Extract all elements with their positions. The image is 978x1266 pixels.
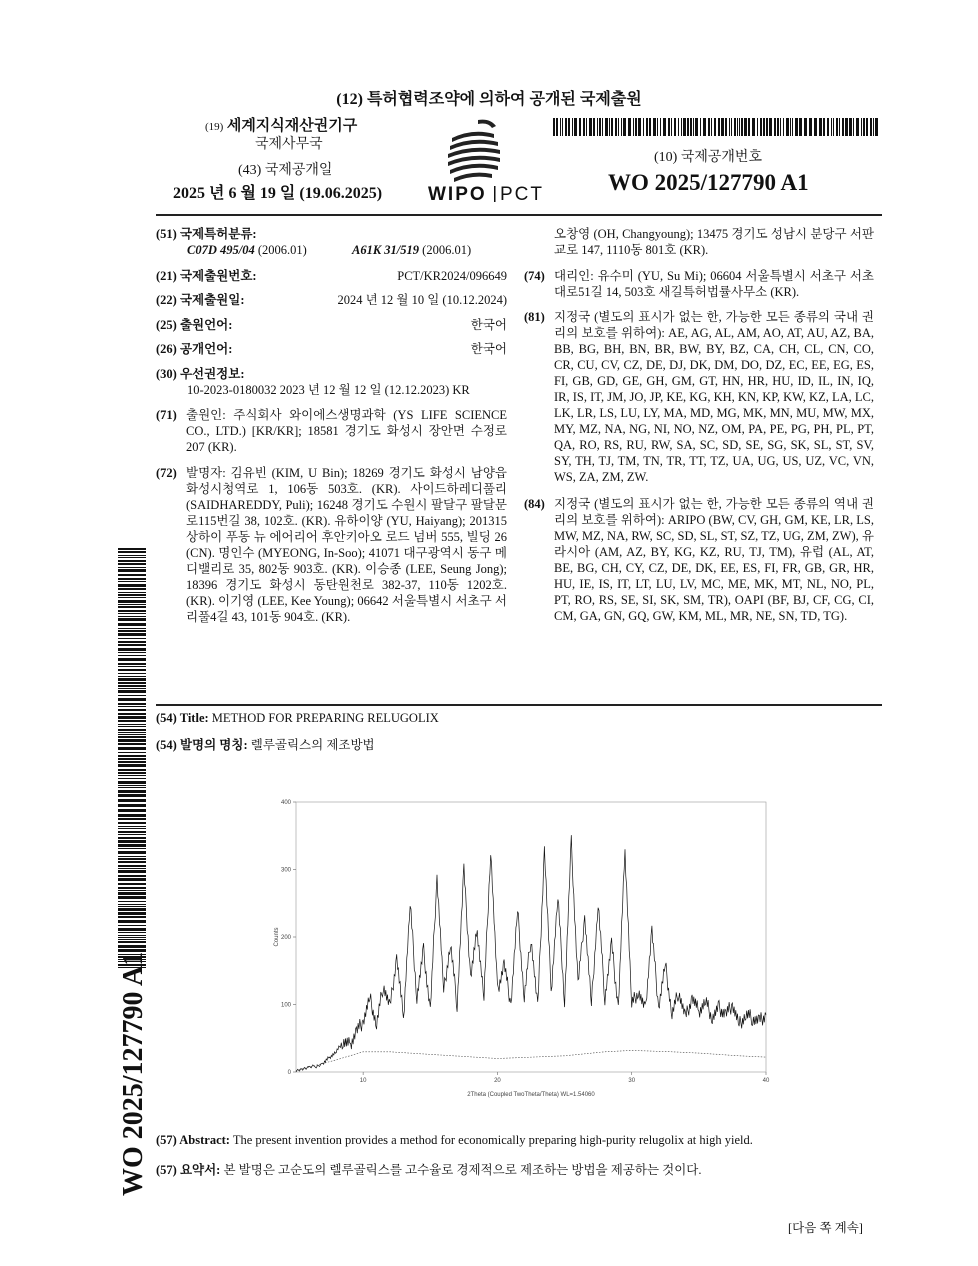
barcode-bar [118, 840, 146, 843]
field-84: (84) 지정국 (별도의 표시가 없는 한, 가능한 모든 종류의 역내 권리의 보호를 위하여): ARIPO (BW, CV, GH, GM, KE, LR, LS, MW, MZ, NA, RW, SC, SD, SL, ST, SZ, TZ, UG, ZM, ZW), 유라시아 (AM, AZ, BY, KG, KZ, RU, TJ, TM), 유럽 (AL, AT, BE, BG, CH, CY, CZ, DE, DK, EE, ES, FI, FR, GB, GR, HR, HU, IE, IS, IT, LT, LU, LV, MC, ME, MK, MT, NL, NO, PL, PT, RO, RS, SE, SI, SK, SM, TR), OAPI (BF, BJ, CF, CG, CI, CM, GA, GN, GQ, GW, KM, ML, MR, NE, SN, TD, TG). [524, 497, 874, 623]
barcode-bar [118, 594, 146, 596]
abstract-ko: (57) 요약서: 본 발명은 고순도의 렐루골릭스를 고수율로 경제적으로 제조하는 방법을 제공하는 것이다. [156, 1163, 702, 1177]
barcode-bar [777, 118, 779, 136]
barcode-bar [633, 118, 634, 136]
barcode-bar [721, 118, 724, 136]
barcode-bar [118, 787, 146, 788]
barcode-bar [593, 118, 595, 136]
barcode-bar [643, 118, 644, 136]
barcode-bar [708, 118, 710, 136]
barcode-bar [118, 690, 146, 693]
barcode-bar [118, 941, 146, 943]
x-tick-label: 30 [628, 1078, 636, 1084]
field-51-label: (51) 국제특허분류: [156, 227, 257, 241]
barcode-bar [729, 118, 730, 136]
barcode-bar [657, 118, 658, 136]
x-tick-label: 20 [494, 1078, 501, 1084]
left-column [156, 226, 507, 258]
x-tick-label: 10 [359, 1078, 367, 1084]
ipc-2: A61K 31/519 (2006.01) [352, 243, 472, 257]
top-barcode [553, 118, 879, 136]
barcode-bar [118, 901, 146, 902]
barcode-bar [118, 616, 146, 617]
barcode-bar [690, 118, 692, 136]
barcode-bar [118, 945, 146, 948]
barcode-bar [118, 729, 146, 731]
barcode-bar [623, 118, 626, 136]
barcode-bar [118, 709, 146, 711]
barcode-bar [839, 118, 840, 136]
barcode-bar [780, 118, 781, 136]
field-21: (21) 국제출원번호: PCT/KR2024/096649 [156, 269, 507, 283]
barcode-bar [118, 652, 146, 653]
pct-text: PCT [500, 184, 544, 204]
barcode-bar [856, 118, 859, 136]
barcode-bar [605, 118, 608, 136]
barcode-bar [118, 883, 146, 885]
field-25: (25) 출원언어: 한국어 [156, 318, 507, 332]
barcode-bar [118, 669, 146, 671]
barcode-bar [118, 597, 146, 598]
barcode-bar [118, 890, 146, 891]
barcode-bar [118, 581, 146, 582]
barcode-bar [597, 118, 598, 136]
diffraction-pattern-line [296, 835, 766, 1072]
barcode-bar [752, 118, 755, 136]
barcode-bar [827, 118, 829, 136]
barcode-bar [118, 623, 146, 626]
barcode-bar [718, 118, 720, 136]
inventor-continued: 오창영 (OH, Changyoung); 13475 경기도 성남시 분당구 서판교로 147, 1110동 801호 (KR). [554, 227, 874, 257]
x-axis-label: 2Theta (Coupled TwoTheta/Theta) WL=1.54060 [467, 1092, 595, 1098]
barcode-bar [714, 118, 716, 136]
barcode-bar [842, 118, 844, 136]
barcode-bar [118, 932, 146, 933]
barcode-bar [118, 790, 146, 793]
barcode-bar [118, 908, 146, 911]
barcode-bar [118, 736, 146, 738]
barcode-bar [118, 713, 146, 715]
barcode-bar [118, 912, 146, 915]
barcode-bar [118, 755, 146, 757]
barcode-bar [118, 814, 146, 817]
barcode-bar [653, 118, 656, 136]
barcode-bar [118, 563, 146, 565]
barcode-bar [118, 809, 146, 812]
wipo-logo-icon [428, 112, 568, 204]
barcode-bar [731, 118, 732, 136]
barcode-bar [663, 118, 666, 136]
barcode-bar [118, 578, 146, 580]
barcode-bar [118, 610, 146, 612]
barcode-bar [118, 858, 146, 860]
barcode-bar [118, 747, 146, 750]
barcode-bar [118, 688, 146, 689]
barcode-bar [693, 118, 694, 136]
barcode-bar [572, 118, 573, 136]
barcode-bar [562, 118, 563, 136]
barcode-bar [118, 655, 146, 656]
barcode-bar [118, 834, 146, 835]
barcode-bar [118, 606, 146, 608]
barcode-bar [118, 758, 146, 760]
barcode-bar [861, 118, 862, 136]
barcode-bar [783, 118, 784, 136]
barcode-bar [849, 118, 852, 136]
barcode-bar [118, 937, 146, 938]
barcode-bar [589, 118, 592, 136]
barcode-bar [118, 851, 146, 854]
doc-type-text: (12) 특허협력조약에 의하여 공개된 국제출원 [336, 91, 642, 108]
barcode-bar [579, 118, 581, 136]
barcode-bar [118, 778, 146, 779]
barcode-bar [118, 764, 146, 767]
x-tick-label: 40 [762, 1078, 770, 1084]
y-tick-label: 300 [280, 867, 291, 874]
ipc-1: C07D 495/04 (2006.01) [187, 243, 307, 257]
wipo-text: WIPO [428, 184, 487, 204]
barcode-bar [638, 118, 641, 136]
barcode-bar [118, 676, 146, 677]
barcode-bar [118, 785, 146, 786]
abstract-en: (57) Abstract: The present invention provides a method for economically preparing high-purity relugolix at high yield. [156, 1133, 753, 1147]
barcode-bar [118, 925, 146, 926]
barcode-bar [118, 828, 146, 829]
barcode-bar [574, 118, 577, 136]
barcode-bar [118, 904, 146, 905]
barcode-bar [118, 868, 146, 869]
barcode-bar [118, 743, 146, 745]
org-name: 세계지식재산권기구 [226, 118, 358, 134]
barcode-bar [118, 939, 146, 940]
barcode-bar [118, 856, 146, 857]
barcode-bar [118, 557, 146, 558]
org-sub: 국제사무국 [255, 137, 323, 152]
barcode-bar [769, 118, 772, 136]
barcode-bar [118, 658, 146, 661]
pub-date-label: (43) 국제공개일 [238, 163, 333, 178]
barcode-bar [711, 118, 712, 136]
barcode-bar [556, 118, 558, 136]
header-divider [156, 214, 882, 216]
barcode-bar [118, 666, 146, 667]
barcode-bar [649, 118, 651, 136]
barcode-bar [118, 804, 146, 807]
barcode-bar [734, 118, 736, 136]
field-30: (30) 우선권정보: 10-2023-0180032 2023 년 12 월 12 일 (12.12.2023) KR [156, 367, 470, 397]
barcode-bar [621, 118, 622, 136]
barcode-bar [118, 887, 146, 889]
barcode-bar [703, 118, 706, 136]
barcode-bar [118, 703, 146, 705]
barcode-bar [118, 831, 146, 833]
barcode-bar [870, 118, 872, 136]
barcode-bar [660, 118, 661, 136]
barcode-bar [118, 818, 146, 820]
barcode-bar [646, 118, 648, 136]
barcode-bar [118, 682, 146, 684]
barcode-bar [118, 641, 146, 643]
barcode-bar [118, 555, 146, 556]
barcode-bar [118, 875, 146, 877]
barcode-bar [118, 844, 146, 847]
barcode-bar [831, 118, 832, 136]
barcode-bar [118, 861, 146, 863]
barcode-bar [118, 644, 146, 646]
barcode-bar [118, 628, 146, 629]
pub-no-label: (10) 국제공개번호 [654, 150, 762, 165]
barcode-bar [560, 118, 561, 136]
barcode-bar [118, 600, 146, 603]
barcode-bar [118, 567, 146, 568]
barcode-bar [118, 772, 146, 774]
barcode-bar [687, 118, 689, 136]
barcode-bar [748, 118, 750, 136]
barcode-bar [118, 560, 146, 562]
barcode-bar [836, 118, 838, 136]
barcode-bar [118, 584, 146, 587]
barcode-bar [863, 118, 865, 136]
barcode-bar [586, 118, 587, 136]
barcode-bar [118, 837, 146, 839]
barcode-bar [118, 739, 146, 742]
barcode-bar [853, 118, 854, 136]
field-22: (22) 국제출원일: 2024 년 12 월 10 일 (10.12.2024) [156, 293, 507, 307]
document-type-title [0, 86, 978, 109]
barcode-bar [118, 724, 146, 725]
barcode-bar [118, 648, 146, 651]
barcode-bar [118, 892, 146, 895]
barcode-bar [615, 118, 617, 136]
xrd-chart-svg [266, 790, 776, 1100]
barcode-bar [668, 118, 670, 136]
barcode-bar [786, 118, 789, 136]
field-71: (71) 출원인: 주식회사 와이에스생명과학 (YS LIFE SCIENCE CO., LTD.) [KR/KR]; 18581 경기도 화성시 장안면 수정로 207 (KR). [156, 408, 507, 454]
barcode-bar [118, 848, 146, 849]
barcode-bar [635, 118, 637, 136]
continued-note: [다음 쪽 계속] [788, 1221, 863, 1235]
barcode-bar [118, 870, 146, 873]
barcode-bar [757, 118, 758, 136]
field-81: (81) 지정국 (별도의 표시가 없는 한, 가능한 모든 종류의 국내 권리의 보호를 위하여): AE, AG, AL, AM, AO, AT, AU, AZ, BA, BB, BG, BH, BN, BR, BW, BY, BZ, CA, CH, CL, CN, CO, CR, CU, CV, CZ, DE, DJ, DK, DM, DO, DZ, EC, EE, EG, ES, FI, GB, GD, GE, GH, GM, GT, HN, HR, HU, ID, IL, IN, IQ, IR, IS, IT, JM, JO, JP, KE, KG, KH, KN, KP, KW, KZ, LA, LC, LK, LR, LS, LU, LY, MA, MD, MG, MK, MN, MU, MW, MX, MY, MZ, NA, NG, NI, NO, NZ, OM, PA, PE, PG, PH, PL, PT, QA, RO, RS, RU, RW, SA, SC, SD, SE, SG, SK, SL, ST, SV, SY, TH, TJ, TM, TN, TR, TT, TZ, UA, UG, US, UZ, VC, VN, WS, ZA, ZM, ZW. [524, 310, 874, 484]
barcode-bar [118, 734, 146, 735]
barcode-bar [118, 726, 146, 727]
title-ko: (54) 발명의 명칭: 렐루골릭스의 제조방법 [156, 738, 375, 752]
barcode-bar [118, 592, 146, 593]
barcode-bar [741, 118, 743, 136]
barcode-bar [790, 118, 791, 136]
barcode-bar [814, 118, 817, 136]
barcode-bar [118, 706, 146, 707]
barcode-bar [744, 118, 747, 136]
barcode-bar [553, 118, 555, 136]
barcode-bar [118, 588, 146, 590]
y-tick-label: 100 [280, 1002, 291, 1009]
barcode-bar [118, 685, 146, 687]
barcode-bar [774, 118, 776, 136]
barcode-bar [118, 896, 146, 899]
barcode-bar [118, 678, 146, 681]
y-axis-label: Counts [274, 927, 280, 947]
barcode-bar [118, 799, 146, 802]
barcode-bar [819, 118, 822, 136]
barcode-bar [873, 118, 874, 136]
barcode-bar [118, 720, 146, 722]
barcode-bar [602, 118, 603, 136]
side-barcode [118, 548, 146, 968]
barcode-bar [118, 935, 146, 936]
barcode-bar [118, 794, 146, 797]
barcode-bar [875, 118, 878, 136]
pub-date: 2025 년 6 월 19 일 (19.06.2025) [173, 185, 383, 202]
barcode-bar [118, 604, 146, 605]
barcode-bar [118, 775, 146, 776]
barcode-bar [763, 118, 765, 136]
barcode-bar [118, 548, 146, 550]
barcode-bar [118, 761, 146, 763]
barcode-bar [118, 928, 146, 931]
background-line [296, 1050, 766, 1070]
org-block [205, 118, 357, 153]
barcode-bar [118, 878, 146, 881]
org-code: (19) [205, 121, 224, 133]
barcode-bar [833, 118, 834, 136]
barcode-bar [118, 638, 146, 639]
y-tick-label: 200 [280, 935, 291, 941]
barcode-bar [725, 118, 727, 136]
barcode-bar [695, 118, 698, 136]
barcode-bar [118, 613, 146, 614]
barcode-bar [618, 118, 619, 136]
field-74: (74) 대리인: 유수미 (YU, Su Mi); 06604 서울특별시 서초구 서초대로51길 14, 503호 새길특허법률사무소 (KR). [524, 269, 874, 299]
barcode-bar [118, 673, 146, 674]
barcode-bar [118, 920, 146, 923]
barcode-bar [118, 569, 146, 572]
barcode-bar [628, 118, 631, 136]
barcode-bar [118, 822, 146, 824]
barcode-bar [118, 633, 146, 636]
barcode-bar [565, 118, 567, 136]
barcode-bar [766, 118, 768, 136]
barcode-bar [611, 118, 613, 136]
barcode-bar [609, 118, 610, 136]
barcode-bar [845, 118, 848, 136]
barcode-bar [118, 574, 146, 576]
barcode-bar [795, 118, 798, 136]
pub-number: WO 2025/127790 A1 [608, 170, 809, 195]
barcode-bar [799, 118, 802, 136]
barcode-bar [671, 118, 672, 136]
barcode-bar [118, 865, 146, 867]
barcode-bar [118, 618, 146, 621]
barcode-bar [118, 630, 146, 632]
barcode-bar [118, 781, 146, 784]
field-26: (26) 공개언어: 한국어 [156, 342, 507, 356]
wipo-logo [428, 112, 568, 204]
barcode-bar [866, 118, 868, 136]
barcode-bar [568, 118, 570, 136]
y-tick-label: 0 [287, 1070, 291, 1076]
barcode-bar [823, 118, 825, 136]
barcode-bar [760, 118, 762, 136]
barcode-bar [809, 118, 812, 136]
barcode-bar [118, 906, 146, 907]
barcode-bar [118, 916, 146, 918]
barcode-bar [737, 118, 738, 136]
barcode-bar [118, 663, 146, 665]
barcode-bar [678, 118, 679, 136]
barcode-bar [683, 118, 686, 136]
barcode-bar [804, 118, 807, 136]
barcode-bar [599, 118, 601, 136]
barcode-bar [118, 698, 146, 701]
barcode-bar [118, 716, 146, 719]
plot-frame [296, 802, 766, 1072]
barcode-bar [681, 118, 682, 136]
barcode-bar [118, 826, 146, 827]
barcode-bar [118, 695, 146, 696]
xrd-chart [266, 790, 776, 1100]
barcode-bar [118, 551, 146, 553]
barcode-bar [118, 769, 146, 771]
barcode-bar [583, 118, 585, 136]
field-72: (72) 발명자: 김유빈 (KIM, U Bin); 18269 경기도 화성시 남양읍 화성시청역로 1, 106동 503호. (KR). 사이드하레디풀리 (SAIDHAREDDY, Puli); 16248 경기도 수원시 팔달구 팔달문로115번길 38, 102호. (KR). 유하이양 (YU, Haiyang); 201315 상하이 푸동 뉴 에어리어 후안키아오 로드 넘버 555, 빌딩 26 (CN). 명인수 (MYEONG, In-Soo); 41071 대구광역시 동구 메디밸리로 35, 802동 903호. (KR). 이승종 (LEE, Seung Jong); 18396 경기도 화성시 동탄원천로 382-37, 110동 1202호. (KR). 이기영 (LEE, Kee Young); 06642 서울특별시 서초구 서리풀4길 43, 101동 904호. (KR). [156, 466, 507, 624]
barcode-bar [118, 732, 146, 733]
title-en: (54) Title: METHOD FOR PREPARING RELUGOLIX [156, 711, 439, 725]
body-divider [156, 704, 882, 706]
y-tick-label: 400 [280, 800, 291, 806]
barcode-bar [118, 752, 146, 753]
barcode-bar [674, 118, 676, 136]
barcode-bar [700, 118, 701, 136]
barcode-bar [792, 118, 793, 136]
barcode-bar [739, 118, 740, 136]
